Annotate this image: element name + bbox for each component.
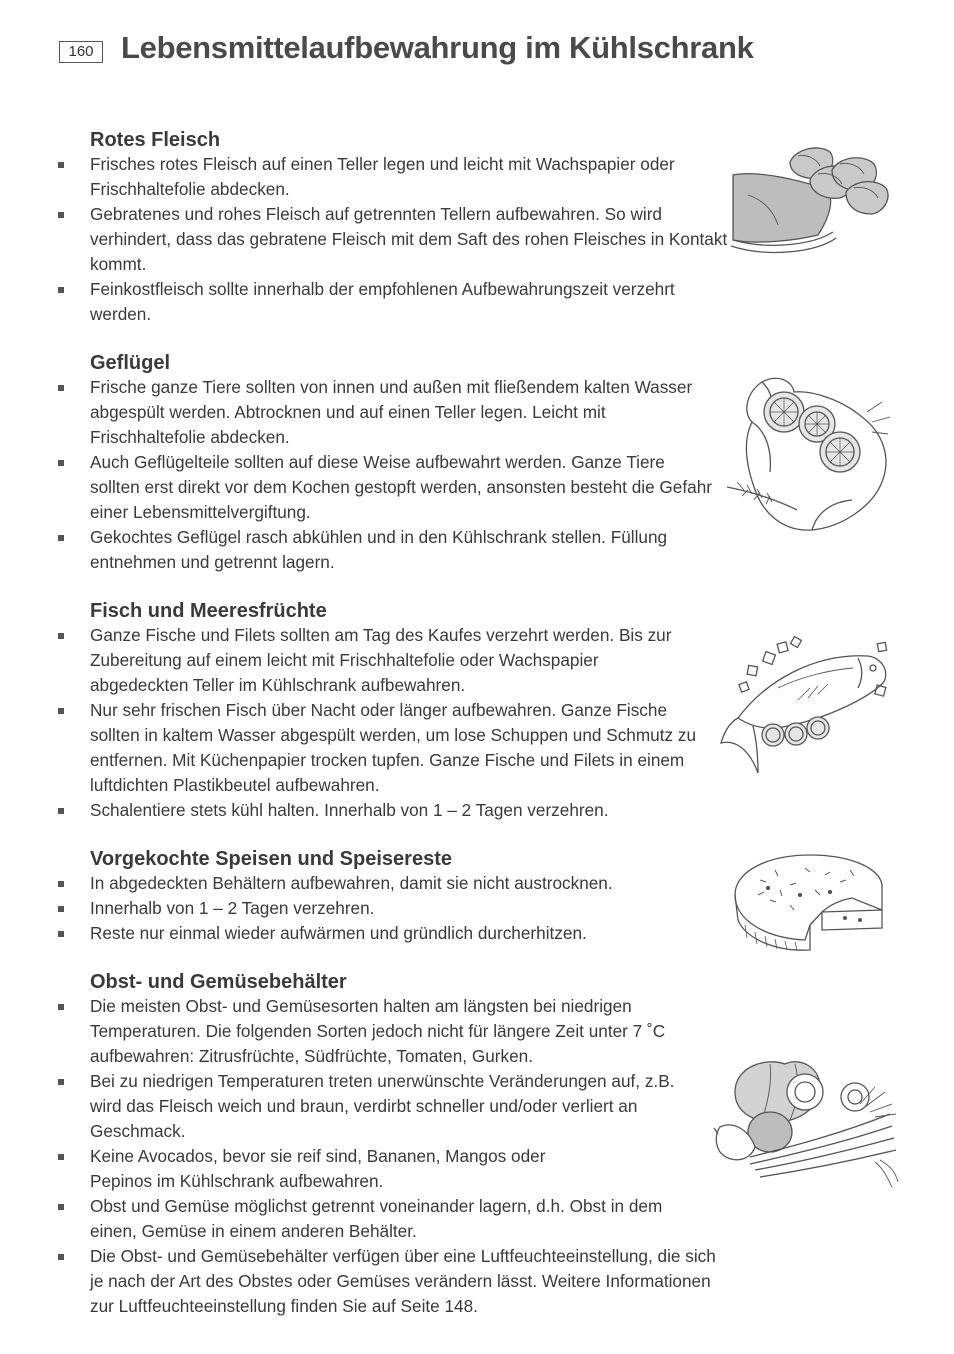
list-item: Gebratenes und rohes Fleisch auf getrennten Tellern aufbewahren. So wird verhindert, dass das gebratene Fleisch mit dem Saft des rohen Fleisches in Kontakt kommt. <box>90 202 730 277</box>
list-item: Die meisten Obst- und Gemüsesorten halten am längsten bei niedrigen Temperaturen. Die folgenden Sorten jedoch nicht für längere Zeit unter 7 ˚C aufbewahren: Zitrusfrüchte, Südfrüchte, Tomaten, Gurken. <box>90 994 730 1069</box>
section-leftovers <box>90 847 718 946</box>
section-red-meat <box>90 128 730 327</box>
fish-illustration <box>718 628 893 778</box>
bullet-list <box>90 152 730 327</box>
list-item: Ganze Fische und Filets sollten am Tag des Kaufes verzehrt werden. Bis zur Zubereitung auf einem leicht mit Frischhaltefolie oder Wachspapier abgedeckten Teller im Kühlschrank aufbewahren. <box>90 623 680 698</box>
vegetables-illustration <box>710 1052 900 1192</box>
list-item: Keine Avocados, bevor sie reif sind, Bananen, Mangos oder Pepinos im Kühlschrank aufbewahren. <box>90 1144 550 1194</box>
section-poultry <box>90 351 718 575</box>
poultry-illustration <box>722 372 897 537</box>
list-item: Frische ganze Tiere sollten von innen und außen mit fließendem kalten Wasser abgespült werden. Abtrocknen und auf einen Teller legen. Leicht mit Frischhaltefolie abdecken. <box>90 375 718 450</box>
section-fruit-vegetable-bin <box>90 970 730 1319</box>
list-item: Reste nur einmal wieder aufwärmen und gründlich durcherhitzen. <box>90 921 718 946</box>
list-item: Die Obst- und Gemüsebehälter verfügen über eine Luftfeuchteeinstellung, die sich je nach der Art des Obstes oder Gemüses verändern lässt. Weitere Informationen zur Luftfeuchteeinstellung finden Sie auf Seite 148. <box>90 1244 730 1319</box>
meat-illustration <box>728 140 898 260</box>
list-item: Frisches rotes Fleisch auf einen Teller legen und leicht mit Wachspapier oder Frischhaltefolie abdecken. <box>90 152 730 202</box>
quiche-illustration <box>730 850 890 955</box>
list-item: Auch Geflügelteile sollten auf diese Weise aufbewahrt werden. Ganze Tiere sollten erst direkt vor dem Kochen gestopft werden, ansonsten besteht die Gefahr einer Lebensmittelvergiftung. <box>90 450 718 525</box>
list-item: In abgedeckten Behältern aufbewahren, damit sie nicht austrocknen. <box>90 871 718 896</box>
bullet-list <box>90 994 730 1319</box>
section-heading: Obst- und Gemüsebehälter <box>90 971 347 993</box>
list-item: Obst und Gemüse möglichst getrennt voneinander lagern, d.h. Obst in dem einen, Gemüse in einem anderen Behälter. <box>90 1194 690 1244</box>
section-fish <box>90 599 718 823</box>
section-heading: Vorgekochte Speisen und Speisereste <box>90 848 452 870</box>
list-item: Innerhalb von 1 – 2 Tagen verzehren. <box>90 896 718 921</box>
page-title: Lebensmittelaufbewahrung im Kühlschrank <box>121 30 754 65</box>
section-heading: Geflügel <box>90 352 171 374</box>
list-item: Nur sehr frischen Fisch über Nacht oder länger aufbewahren. Ganze Fische sollten in kaltem Wasser abgespült werden, um lose Schuppen und Schmutz zu entfernen. Mit Küchenpapier trocken tupfen. Ganze Fische und Filets in einem luftdichten Plastikbeutel aufbewahren. <box>90 698 718 798</box>
bullet-list <box>90 623 718 823</box>
list-item: Bei zu niedrigen Temperaturen treten unerwünschte Veränderungen auf, z.B. wird das Fleisch weich und braun, verdirbt schneller und/oder verliert an Geschmack. <box>90 1069 680 1144</box>
list-item: Feinkostfleisch sollte innerhalb der empfohlenen Aufbewahrungszeit verzehrt werden. <box>90 277 730 327</box>
section-heading: Fisch und Meeresfrüchte <box>90 600 327 622</box>
page-number: 160 <box>59 41 103 63</box>
list-item: Schalentiere stets kühl halten. Innerhalb von 1 – 2 Tagen verzehren. <box>90 798 718 823</box>
bullet-list <box>90 375 718 575</box>
bullet-list <box>90 871 718 946</box>
section-heading: Rotes Fleisch <box>90 129 221 151</box>
list-item: Gekochtes Geflügel rasch abkühlen und in den Kühlschrank stellen. Füllung entnehmen und getrennt lagern. <box>90 525 718 575</box>
